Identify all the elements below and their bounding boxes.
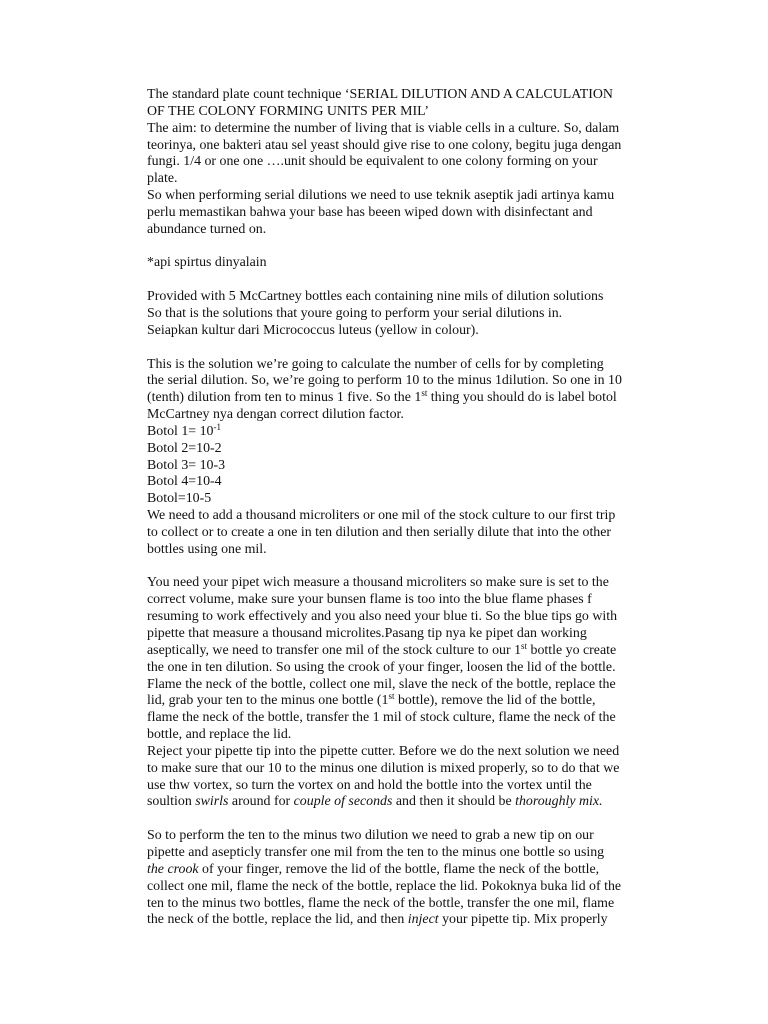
solution-text: (tenth) dilution from ten to minus 1 five. So the 1: [147, 390, 422, 406]
solution-line: the serial dilution. So, we’re going to perform 10 to the minus 1dilution. So one in 10: [147, 373, 622, 389]
aim-line: teorinya, one bakteri atau sel yeast should give rise to one colony, begitu juga dengan: [147, 137, 622, 153]
provided-line: So that is the solutions that youre going to perform your serial dilutions in.: [147, 305, 563, 321]
solution-line: McCartney nya dengan correct dilution factor.: [147, 407, 404, 423]
botol-line: Botol 2=10-2: [147, 440, 222, 456]
title-line: OF THE COLONY FORMING UNITS PER MIL’: [147, 103, 429, 119]
solution-line: This is the solution we’re going to calculate the number of cells for by completing: [147, 356, 604, 372]
title-line: The standard plate count technique ‘SERIAL DILUTION AND A CALCULATION: [147, 87, 613, 102]
pipet-line: [147, 640, 707, 660]
exponent: -1: [213, 421, 221, 432]
reject-text: soultion: [147, 794, 196, 810]
reject-line: use thw vortex, so turn the vortex on and hold the bottle into the vortex until the: [147, 777, 592, 793]
aim-line: fungi. 1/4 or one one ….unit should be equivalent to one colony forming on your: [147, 154, 598, 170]
minus2-line: [147, 912, 707, 929]
provided-line: Seiapkan kultur dari Micrococcus luteus (yellow in colour).: [147, 322, 479, 338]
minus2-text: the neck of the bottle, replace the lid, and then: [147, 912, 408, 928]
botol-line: Botol 4=10-4: [147, 474, 222, 490]
aseptic-line: So when performing serial dilutions we need to use teknik aseptik jadi artinya kamu: [147, 188, 615, 204]
add-line: bottles using one mil.: [147, 541, 267, 557]
add-line: We need to add a thousand microliters or one mil of the stock culture to our first trip: [147, 508, 616, 524]
reject-line: to make sure that our 10 to the minus one dilution is mixed properly, so to do that we: [147, 760, 620, 776]
aim-line: plate.: [147, 171, 178, 187]
minus2-text: of your finger, remove the lid of the bottle, flame the neck of the bottle,: [198, 861, 600, 877]
emphasis-text: inject: [407, 912, 439, 928]
pipet-line: Flame the neck of the bottle, collect one mil, slave the neck of the bottle, replace the: [147, 676, 616, 692]
botol-line: Botol 3= 10-3: [147, 457, 226, 473]
pipet-line: bottle, and replace the lid.: [147, 727, 292, 743]
paragraph-spacer: [147, 340, 707, 357]
botol-line: [147, 421, 707, 441]
minus2-line: collect one mil, flame the neck of the bottle, replace the lid. Pokoknya buka lid of the: [147, 878, 622, 894]
paragraph-spacer: [147, 811, 707, 828]
emphasis-text: swirls: [195, 794, 229, 810]
aseptic-line: perlu memastikan bahwa your base has beeen wiped down with disinfectant and: [147, 204, 593, 220]
pipet-line: the one in ten dilution. So using the crook of your finger, loosen the lid of the bottle.: [147, 659, 616, 675]
pipet-line: resuming to work effectively and you also need your blue ti. So the blue tips go with: [147, 609, 618, 625]
emphasis-text: the crook: [147, 861, 199, 877]
paragraph-spacer: [147, 559, 707, 576]
minus2-line: pipette and asepticly transfer one mil from the ten to the minus one bottle so using: [147, 844, 605, 860]
reject-line: [147, 794, 707, 811]
pipet-line: flame the neck of the bottle, transfer the 1 mil of stock culture, flame the neck of the: [147, 710, 616, 726]
pipet-text: lid, grab your ten to the minus one bottle (1: [147, 693, 389, 709]
pipet-line: You need your pipet wich measure a thousand microliters so make sure is set to the: [147, 575, 609, 591]
document-page: [147, 87, 707, 929]
add-line: to collect or to create a one in ten dilution and then serially dilute that into the other: [147, 524, 612, 540]
minus2-text: your pipette tip. Mix properly: [438, 912, 608, 928]
reject-text: around for: [228, 794, 294, 810]
ordinal-suffix: st: [421, 388, 428, 399]
pipet-text: bottle yo create: [527, 642, 617, 658]
pipet-text: aseptically, we need to transfer one mil of the stock culture to our 1: [147, 642, 522, 658]
emphasis-text: couple of seconds: [293, 794, 393, 810]
minus2-line: So to perform the ten to the minus two dilution we need to grab a new tip on our: [147, 828, 594, 844]
paragraph-spacer: [147, 239, 707, 256]
provided-line: Provided with 5 McCartney bottles each containing nine mils of dilution solutions: [147, 289, 604, 305]
emphasis-text: thoroughly mix.: [515, 794, 603, 810]
botol-line: Botol=10-5: [147, 491, 212, 507]
solution-text: thing you should do is label botol: [427, 390, 617, 406]
minus2-line: [147, 862, 707, 879]
minus2-line: ten to the minus two bottles, flame the neck of the bottle, transfer the one mil, flame: [147, 895, 615, 911]
botol-label: Botol 1= 10: [147, 423, 214, 439]
solution-line: [147, 390, 707, 407]
pipet-line: correct volume, make sure your bunsen flame is too into the blue flame phases f: [147, 592, 592, 608]
ordinal-suffix: st: [521, 640, 528, 651]
pipet-line: [147, 693, 707, 710]
reject-line: Reject your pipette tip into the pipette cutter. Before we do the next solution we need: [147, 743, 620, 759]
pipet-line: pipette that measure a thousand microlites.Pasang tip nya ke pipet dan working: [147, 626, 587, 641]
aim-line: The aim: to determine the number of living that is viable cells in a culture. So, dalam: [147, 120, 620, 136]
aseptic-line: abundance turned on.: [147, 221, 267, 237]
ordinal-suffix: st: [388, 691, 395, 702]
pipet-text: bottle), remove the lid of the bottle,: [394, 693, 596, 709]
api-note: *api spirtus dinyalain: [147, 255, 267, 271]
paragraph-spacer: [147, 272, 707, 289]
reject-text: and then it should be: [392, 794, 516, 810]
